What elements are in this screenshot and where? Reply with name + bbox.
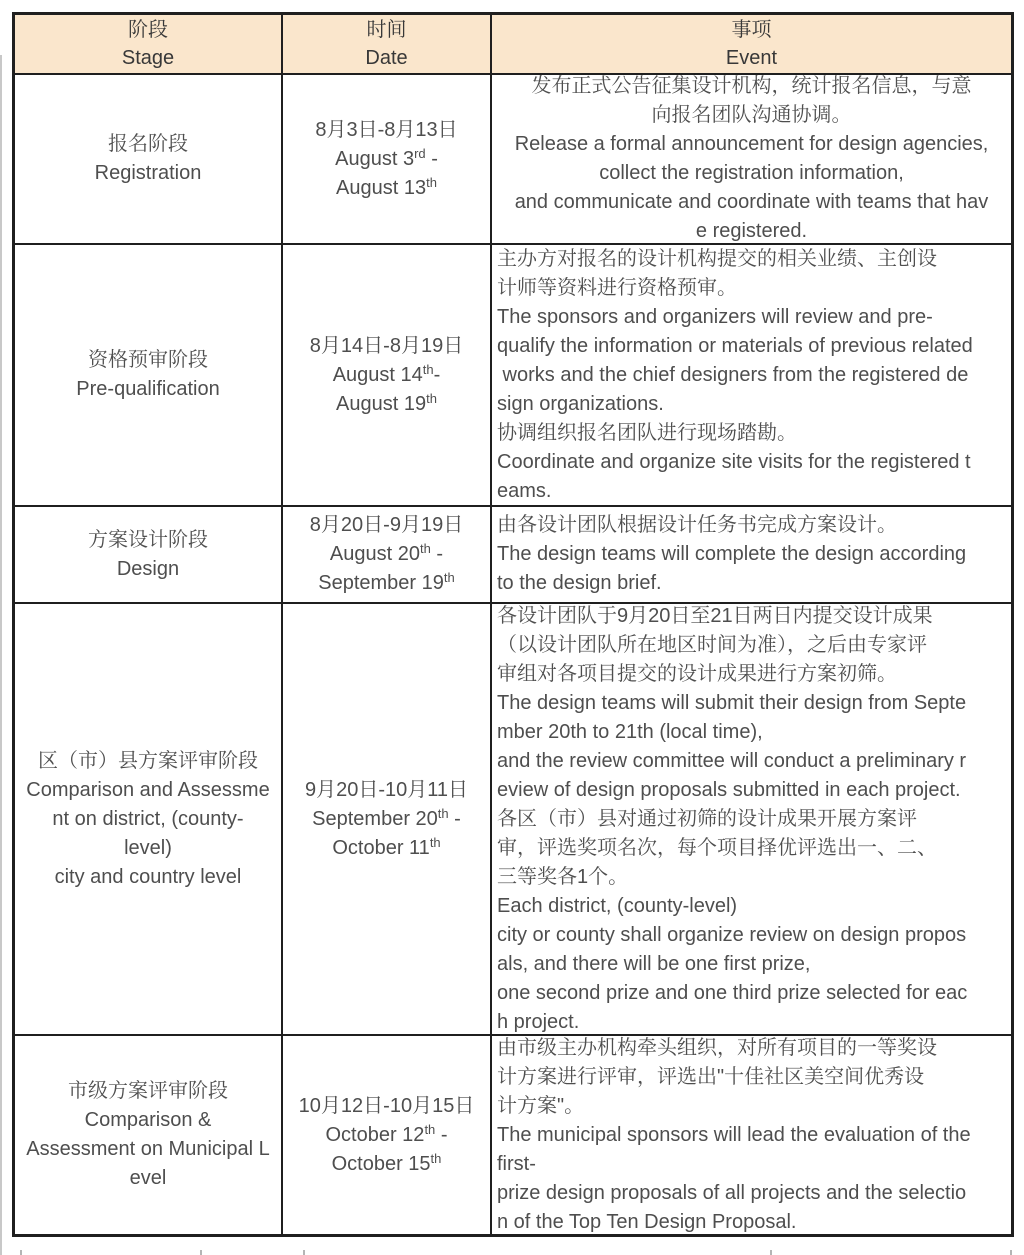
event-line: collect the registration information,: [599, 162, 904, 184]
header-label-zh: 阶段: [128, 19, 168, 41]
superscript-text: th: [426, 390, 437, 406]
event-line: to the design brief.: [497, 572, 662, 594]
text-segment: August 13: [336, 176, 427, 199]
date-line: [305, 776, 468, 805]
superscript-text: th: [426, 174, 437, 190]
header-cell-stage: [15, 15, 281, 73]
event-line: The sponsors and organizers will review and pre-: [497, 305, 933, 328]
event-line: qualify the information or materials of previous related: [497, 334, 973, 357]
superscript-text: th: [430, 1150, 442, 1166]
superscript-text: th: [429, 834, 441, 850]
event-line: The design teams will submit their design from Septe: [497, 691, 967, 714]
event-line: 三等奖各1个。: [497, 865, 629, 888]
stage-line: 区（市）县方案评审阶段: [38, 749, 258, 772]
stage-cell: [15, 604, 281, 1034]
event-line: Each district, (county-level): [497, 894, 738, 917]
event-line: e registered.: [695, 220, 808, 242]
partial-row-border: [200, 1250, 202, 1255]
event-line: eams.: [497, 479, 552, 502]
date-line: [332, 834, 440, 863]
stage-line: city and country level: [54, 865, 242, 888]
superscript-text: th: [437, 805, 449, 821]
event-cell: [490, 245, 1011, 505]
header-label-en: Event: [725, 47, 778, 69]
event-line: and the review committee will conduct a preliminary r: [497, 749, 967, 772]
event-line: The municipal sponsors will lead the evaluation of the: [497, 1123, 971, 1146]
date-line: [312, 805, 461, 834]
partial-row-border: [303, 1250, 305, 1255]
partial-row-border: [770, 1250, 772, 1255]
partial-row-border: [20, 1250, 22, 1255]
event-line: 由各设计团队根据设计任务书完成方案设计。: [497, 514, 897, 536]
text-segment: 8月20日-9月19日: [309, 514, 464, 536]
superscript-text: rd: [414, 145, 426, 161]
header-label-en: Date: [365, 47, 408, 69]
date-cell: [281, 1036, 490, 1234]
text-segment: September 19: [318, 572, 444, 594]
event-line: 计方案"。: [497, 1094, 585, 1117]
event-line: Coordinate and organize site visits for the registered t: [497, 450, 971, 473]
text-segment: 8月14日-8月19日: [309, 334, 464, 357]
stage-line: 市级方案评审阶段: [68, 1080, 228, 1102]
stage-line: evel: [129, 1167, 167, 1189]
stage-line: Assessment on Municipal L: [26, 1138, 270, 1160]
event-line: 协调组织报名团队进行现场踏勘。: [497, 421, 797, 444]
event-line: one second prize and one third prize selected for eac: [497, 981, 968, 1004]
text-segment: October 11: [332, 836, 430, 859]
text-segment: September 20: [312, 807, 438, 830]
text-segment: -: [430, 543, 444, 565]
header-cell-date: [281, 15, 490, 73]
stage-line: nt on district, (county-: [52, 807, 244, 830]
date-line: [299, 1092, 475, 1121]
header-cell-event: [490, 15, 1011, 73]
page-edge-artifact: [0, 55, 2, 1255]
table-header-row: [15, 15, 1011, 73]
superscript-text: th: [420, 541, 431, 556]
event-line: prize design proposals of all projects and the selectio: [497, 1181, 967, 1204]
event-line: 计方案进行评审，评选出"十佳社区美空间优秀设: [497, 1065, 925, 1088]
text-segment: October 12: [325, 1123, 425, 1146]
text-segment: 9月20日-10月11日: [304, 778, 469, 801]
event-line: 由市级主办机构牵头组织，对所有项目的一等奖设: [497, 1036, 937, 1059]
header-label-zh: 事项: [731, 19, 772, 41]
stage-line: Comparison &: [84, 1109, 212, 1131]
event-line: first-: [497, 1152, 536, 1175]
table-row: [15, 505, 1011, 602]
text-segment: August 14: [332, 363, 423, 386]
date-line: [332, 1150, 442, 1179]
superscript-text: th: [422, 361, 434, 377]
text-segment: -: [425, 147, 438, 170]
stage-line: Design: [116, 557, 180, 580]
table-row: [15, 243, 1011, 505]
superscript-text: th: [424, 1121, 436, 1137]
date-line: [333, 361, 441, 390]
date-line: [315, 116, 457, 145]
date-line: [336, 174, 437, 203]
event-line: eview of design proposals submitted in each project.: [497, 778, 961, 801]
event-line: 计师等资料进行资格预审。: [497, 276, 737, 299]
date-cell: [281, 75, 490, 243]
date-line: [330, 540, 443, 569]
text-segment: 10月12日-10月15日: [298, 1094, 475, 1117]
partial-row-border: [1010, 1250, 1012, 1255]
schedule-table: [12, 12, 1014, 1237]
event-line: city or county shall organize review on design propos: [497, 923, 967, 946]
text-segment: October 15: [331, 1152, 431, 1175]
stage-line: Registration: [94, 162, 202, 184]
text-segment: August 19: [336, 392, 427, 415]
header-label-zh: 时间: [366, 19, 407, 41]
event-cell: [490, 75, 1011, 243]
event-line: and communicate and coordinate with teams that hav: [514, 191, 989, 213]
stage-line: level): [124, 836, 172, 859]
event-line: h project.: [497, 1010, 580, 1033]
date-cell: [281, 604, 490, 1034]
event-line: 发布正式公告征集设计机构，统计报名信息，与意: [531, 75, 972, 97]
event-line: 主办方对报名的设计机构提交的相关业绩、主创设: [497, 247, 937, 270]
stage-line: Comparison and Assessme: [26, 778, 270, 801]
event-line: 审组对各项目提交的设计成果进行方案初筛。: [497, 662, 897, 685]
date-line: [336, 390, 437, 419]
date-cell: [281, 245, 490, 505]
event-line: mber 20th to 21th (local time),: [497, 720, 763, 743]
text-segment: -: [433, 363, 441, 386]
event-line: （以设计团队所在地区时间为准），之后由专家评: [497, 633, 927, 656]
stage-cell: [15, 75, 281, 243]
event-line: works and the chief designers from the registered de: [497, 363, 969, 386]
stage-cell: [15, 245, 281, 505]
event-cell: [490, 507, 1011, 602]
date-line: [310, 332, 463, 361]
text-segment: August 20: [329, 543, 420, 565]
table-row: [15, 1034, 1011, 1234]
header-label-en: Stage: [121, 47, 175, 69]
date-cell: [281, 507, 490, 602]
table-row: [15, 602, 1011, 1034]
event-line: als, and there will be one first prize,: [497, 952, 811, 975]
text-segment: -: [448, 807, 461, 830]
event-line: Release a formal announcement for design agencies,: [514, 133, 989, 155]
table-row: [15, 73, 1011, 243]
event-line: 各区（市）县对通过初筛的设计成果开展方案评: [497, 807, 917, 830]
text-segment: 8月3日-8月13日: [315, 118, 458, 141]
stage-line: Pre-qualification: [76, 378, 220, 400]
stage-line: 报名阶段: [108, 133, 188, 155]
date-line: [310, 511, 463, 540]
event-line: sign organizations.: [497, 392, 664, 415]
stage-line: 资格预审阶段: [88, 349, 208, 371]
event-line: 各设计团队于9月20日至21日两日内提交设计成果: [497, 604, 933, 627]
date-line: [318, 569, 454, 598]
event-line: 向报名团队沟通协调。: [651, 104, 852, 126]
stage-cell: [15, 507, 281, 602]
superscript-text: th: [443, 570, 455, 585]
event-line: n of the Top Ten Design Proposal.: [497, 1210, 797, 1233]
date-line: [325, 1121, 447, 1150]
event-line: 审，评选奖项名次，每个项目择优评选出一、二、: [497, 836, 937, 859]
text-segment: August 3: [335, 147, 415, 170]
stage-cell: [15, 1036, 281, 1234]
text-segment: -: [435, 1123, 448, 1146]
event-cell: [490, 604, 1011, 1034]
event-line: The design teams will complete the design according: [497, 543, 967, 565]
stage-line: 方案设计阶段: [88, 528, 208, 551]
event-cell: [490, 1036, 1011, 1234]
partial-next-row: [0, 1250, 1024, 1255]
date-line: [335, 145, 438, 174]
